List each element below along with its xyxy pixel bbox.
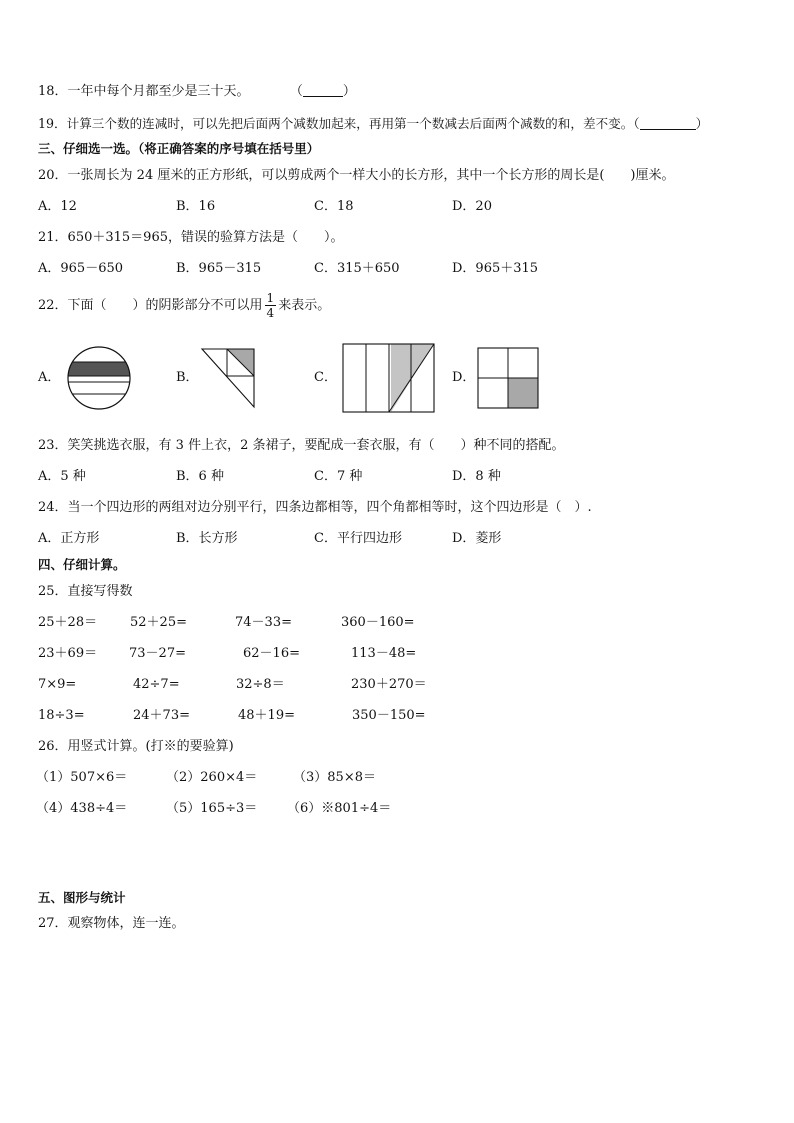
question-22: 22．下面（ ）的阴影部分不可以用 $\frac{1}{4}$ 来表示。: [38, 291, 331, 320]
question-25-title: 25．直接写得数: [38, 584, 133, 599]
question-27: 27．观察物体，连一连。: [38, 916, 185, 931]
answer-blank[interactable]: [303, 83, 343, 97]
figure-b-triangle: [200, 345, 260, 411]
option-b[interactable]: B．6 种: [176, 469, 224, 484]
calc-item: （2）260×4＝: [166, 770, 258, 785]
calc-item: 113－48=: [351, 646, 417, 661]
option-d[interactable]: D．20: [452, 199, 492, 214]
calc-item: 230＋270＝: [351, 677, 427, 692]
figure-a-circle: [66, 345, 132, 411]
option-b[interactable]: B．965－315: [176, 261, 262, 276]
fraction: $\frac{1}{4}$: [266, 291, 275, 320]
option-b[interactable]: B．: [176, 370, 199, 385]
calc-item: （1）507×6＝: [36, 770, 128, 785]
question-18-text: 18．一年中每个月都至少是三十天。: [38, 84, 250, 99]
option-d[interactable]: D．8 种: [452, 469, 501, 484]
calc-item: 74－33=: [235, 615, 292, 630]
option-c[interactable]: C．平行四边形: [314, 531, 402, 546]
shaded-band: [66, 362, 132, 376]
answer-blank[interactable]: [640, 116, 696, 130]
option-a[interactable]: A．: [38, 370, 61, 385]
calc-item: 48＋19=: [238, 708, 295, 723]
shaded-square: [508, 378, 538, 408]
calc-item: 24＋73=: [133, 708, 190, 723]
question-26-title: 26．用竖式计算。(打※的要验算): [38, 739, 234, 754]
section-heading: 三、仔细选一选。（将正确答案的序号填在括号里）: [38, 141, 320, 156]
shaded-region: [391, 344, 413, 412]
question-24: 24．当一个四边形的两组对边分别平行，四条边都相等，四个角都相等时，这个四边形是（ ）.: [38, 500, 592, 515]
option-b[interactable]: B．16: [176, 199, 216, 214]
calc-item: 360－160=: [341, 615, 415, 630]
question-19-text: 19．计算三个数的连减时，可以先把后面两个减数加起来，再用第一个数减去后面两个减数的和，差不变。（: [38, 116, 640, 131]
option-a[interactable]: A．965－650: [38, 261, 124, 276]
option-d[interactable]: D．菱形: [452, 531, 502, 546]
option-a[interactable]: A．5 种: [38, 469, 86, 484]
option-c[interactable]: C．18: [314, 199, 354, 214]
calc-item: 25＋28＝: [38, 615, 98, 630]
question-23: 23．笑笑挑选衣服，有 3 件上衣，2 条裙子，要配成一套衣服，有（ ）种不同的搭配。: [38, 438, 565, 453]
option-d[interactable]: D．: [452, 370, 476, 385]
question-20: 20．一张周长为 24 厘米的正方形纸，可以剪成两个一样大小的长方形，其中一个长方形的周长是( )厘米。: [38, 168, 675, 183]
calc-item: 52＋25=: [130, 615, 187, 630]
option-c[interactable]: C．315＋650: [314, 261, 400, 276]
option-a[interactable]: A．12: [38, 199, 77, 214]
figure-d-grid: [476, 346, 540, 410]
calc-item: 42÷7=: [133, 677, 180, 692]
option-c[interactable]: C．: [314, 370, 337, 385]
calc-item: 32÷8＝: [236, 677, 285, 692]
calc-item: （5）165÷3＝: [166, 801, 258, 816]
calc-item: （6）※801÷4＝: [287, 801, 392, 816]
question-18: 18．一年中每个月都至少是三十天。 （ ）: [38, 84, 356, 99]
option-d[interactable]: D．965＋315: [452, 261, 539, 276]
calc-item: 62－16=: [243, 646, 300, 661]
calc-item: （3）85×8＝: [293, 770, 376, 785]
section-heading: 四、仔细计算。: [38, 557, 126, 572]
section-heading: 五、图形与统计: [38, 890, 126, 905]
calc-item: 23＋69＝: [38, 646, 98, 661]
calc-item: 7×9=: [38, 677, 77, 692]
option-c[interactable]: C．7 种: [314, 469, 363, 484]
calc-item: 73－27=: [129, 646, 186, 661]
figure-c-rectangle: [341, 342, 435, 414]
option-a[interactable]: A．正方形: [38, 531, 100, 546]
calc-item: 350－150=: [352, 708, 426, 723]
calc-item: （4）438÷4＝: [36, 801, 128, 816]
question-19: 19．计算三个数的连减时，可以先把后面两个减数加起来，再用第一个数减去后面两个减数的和，差不变。（ ）: [38, 116, 709, 131]
question-21: 21．650＋315＝965，错误的验算方法是（ ）。: [38, 230, 344, 245]
calc-item: 18÷3=: [38, 708, 85, 723]
option-b[interactable]: B．长方形: [176, 531, 238, 546]
